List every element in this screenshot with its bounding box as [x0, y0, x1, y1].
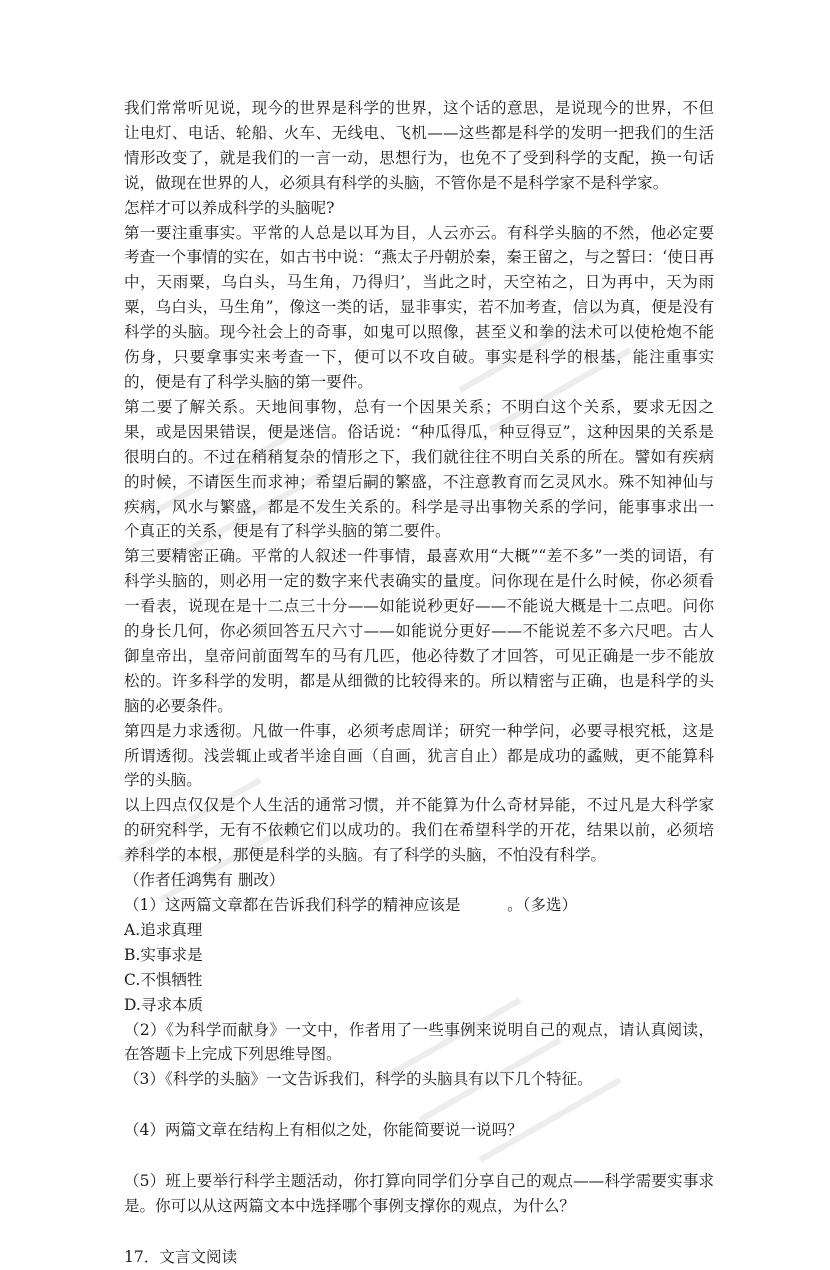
option-c: C.不惧牺牲 — [124, 970, 203, 989]
paragraph-point-two: 第二要了解关系。天地间事物，总有一个因果关系；不明白这个关系，要求无因之果，或是因果错误，便是迷信。俗话说：“种瓜得瓜，种豆得豆”，这种因果的关系是很明白的。不过在稍稍复杂的情形之下，我们就往往不明白关系的所在。譬如有疾病的时候，不请医生而求神；希望后嗣的繁盛，不注意教育而乞灵风水。殊不知神仙与疾病，风水与繁盛，都是不发生关系的。科学是寻出事物关系的学问，能事事求出一个真正的关系，便是有了科学头脑的第二要件。 — [124, 397, 714, 541]
question-5: （5）班上要举行科学主题活动，你打算向同学们分享自己的观点——科学需要实事求是。你可以从这两篇文本中选择哪个事例支撑你的观点，为什么？ — [124, 1172, 714, 1216]
question-2: （2）《为科学而献身》一文中，作者用了一些事例来说明自己的观点，请认真阅读，在答题卡上完成下列思维导图。 — [124, 1020, 714, 1064]
question-1: （1）这两篇文章都在告诉我们科学的精神应该是 。（多选） — [124, 896, 578, 914]
document-body — [124, 96, 714, 1270]
question-4: （4）两篇文章在结构上有相似之处，你能简要说一说吗？ — [124, 1121, 523, 1140]
section-heading-17: 17．文言文阅读 — [124, 1247, 238, 1266]
spacer — [124, 1092, 714, 1118]
spacer — [124, 1219, 714, 1245]
option-d: D.寻求本质 — [124, 995, 204, 1014]
option-b: B.实事求是 — [124, 945, 203, 964]
paragraph-question: 怎样才可以养成科学的头脑呢? — [124, 198, 335, 217]
question-3: （3）《科学的头脑》一文告诉我们，科学的头脑具有以下几个特征。 — [124, 1070, 593, 1089]
paragraph-point-three: 第三要精密正确。平常的人叙述一件事情，最喜欢用“大概”“差不多”一类的词语，有科学头脑的，则必用一定的数字来代表确实的量度。问你现在是什么时候，你必须看一看表，说现在是十二点三十分——如能说秒更好——不能说大概是十二点吧。问你的身长几何，你必须回答五尺六寸——如能说分更好——不能说差不多六尺吧。古人御皇帝出，皇帝问前面驾车的马有几匹，他必待数了才回答，可见正确是一步不能放松的。许多科学的发明，都是从细微的比较得来的。所以精密与正确，也是科学的头脑的必要条件。 — [124, 547, 714, 715]
paragraph-point-one: 第一要注重事实。平常的人总是以耳为目，人云亦云。有科学头脑的不然，他必定要考查一个事情的实在，如古书中说：“燕太子丹朝於秦，秦王留之，与之誓曰：‘使日再中，天雨粟，乌白头，马生角，乃得归’，当此之时，天空祐之，日为再中，天为雨粟，乌白头，马生角”，像这一类的话，显非事实，若不加考查，信以为真，便是没有科学的头脑。现今社会上的奇事，如鬼可以照像，甚至义和拳的法术可以使枪炮不能伤身，只要拿事实来考查一下，便可以不攻自破。事实是科学的根基，能注重事实的，便是有了科学头脑的第一要件。 — [124, 223, 714, 391]
paragraph-conclusion: 以上四点仅仅是个人生活的通常习惯，并不能算为什么奇材异能，不过凡是大科学家的研究科学，无有不依赖它们以成功的。我们在希望科学的开花，结果以前，必须培养科学的本根，那便是科学的头脑。有了科学的头脑，不怕没有科学。 — [124, 796, 714, 865]
paragraph-intro: 我们常常听见说，现今的世界是科学的世界，这个话的意思，是说现今的世界，不但让电灯、电话、轮船、火车、无线电、飞机——这些都是科学的发明一把我们的生活情形改变了，就是我们的一言一动，思想行为，也免不了受到科学的支配，换一句话说，做现在世界的人，必须具有科学的头脑，不管你是不是科学家不是科学家。 — [124, 99, 714, 192]
option-a: A.追求真理 — [124, 920, 203, 939]
paragraph-point-four: 第四是力求透彻。凡做一件事，必须考虑周详；研究一种学问，必要寻根究柢，这是所谓透彻。浅尝辄止或者半途自画（自画，犹言自止）都是成功的蟊贼，更不能算科学的头脑。 — [124, 721, 714, 790]
spacer — [124, 1143, 714, 1169]
author-note: （作者任鸿隽有 删改） — [124, 871, 285, 890]
